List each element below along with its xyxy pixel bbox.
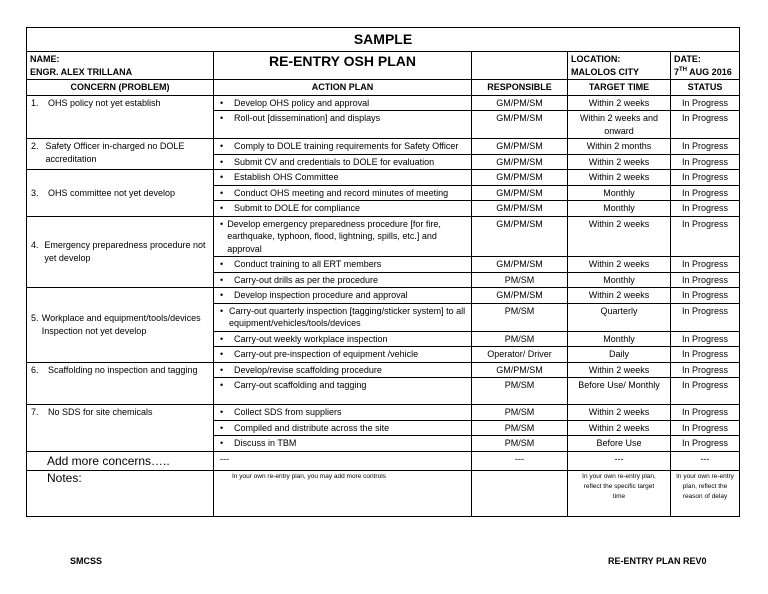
name-label: NAME: [30,54,60,64]
concern-cell: 3. OHS committee not yet develop [27,170,214,217]
concern-cell: 5. Workplace and equipment/tools/devices Inspection not yet develop [27,288,214,363]
add-more-row: Add more concerns….. --- --- --- --- [27,451,740,470]
date-label: DATE: [674,54,701,64]
table-row: • Discuss in TBM PM/SM Before Use In Progress [27,436,740,452]
table-row: 6. Scaffolding no inspection and tagging • Develop/revise scaffolding procedure GM/PM/SM Within 2 weeks In Progress [27,362,740,378]
notes-label: Notes: [27,470,214,516]
location-value: MALOLOS CITY [571,66,639,77]
table-row: 7. No SDS for site chemicals • Collect SDS from suppliers PM/SM Within 2 weeks In Progress [27,405,740,421]
concern-cell: 6. Scaffolding no inspection and tagging [27,362,214,405]
name-value: ENGR. ALEX TRILLANA [30,66,133,77]
header-responsible: RESPONSIBLE [472,80,568,96]
plan-title: RE-ENTRY OSH PLAN [214,52,472,80]
table-row: • Submit to DOLE for compliance GM/PM/SM Monthly In Progress [27,201,740,217]
table-row: • Conduct training to all ERT members GM/PM/SM Within 2 weeks In Progress [27,257,740,273]
notes-status: In your own re-entry plan, reflect the reason of delay [671,470,740,516]
table-row: 3. OHS committee not yet develop • Establish OHS Committee GM/PM/SM Within 2 weeks In Progress [27,170,740,186]
table-row: • Carry-out weekly workplace inspection PM/SM Monthly In Progress [27,331,740,347]
table-row: • Carry-out scaffolding and tagging PM/SM Before Use/ Monthly In Progress [27,378,740,405]
header-concern: CONCERN (PROBLEM) [27,80,214,96]
notes-row [27,470,740,516]
date-value: 7TH AUG 2016 [674,66,732,77]
table-row: 4. Emergency preparedness procedure not yet develop • Develop emergency preparedness procedure [for fire, earthquake, typhoon, flood, lightning, spills, etc.] and approval GM/PM/SM Within 2 weeks In Progress [27,216,740,257]
concern-cell: 1. OHS policy not yet establish [27,95,214,139]
table-row: 2. Safety Officer in-charged no DOLE accreditation • Comply to DOLE training requirements for Safety Officer GM/PM/SM Within 2 months In Progress [27,139,740,155]
table-row: • Carry-out pre-inspection of equipment /vehicle Operator/ Driver Daily In Progress [27,347,740,363]
header-action: ACTION PLAN [214,80,472,96]
add-more-label: Add more concerns….. [27,451,214,470]
concern-cell: 7. No SDS for site chemicals [27,405,214,452]
table-row: • Roll-out [dissemination] and displays GM/PM/SM Within 2 weeks and onward In Progress [27,111,740,139]
table-row: • Carry-out drills as per the procedure PM/SM Monthly In Progress [27,272,740,288]
table-row: • Conduct OHS meeting and record minutes of meeting GM/PM/SM Monthly In Progress [27,185,740,201]
document-title: SAMPLE [27,28,740,52]
location-label: LOCATION: [571,54,621,64]
footer-right: RE-ENTRY PLAN REV0 [608,556,707,566]
notes-target: In your own re-entry plan, reflect the specific target time [568,470,671,516]
header-target: TARGET TIME [568,80,671,96]
table-row: • Submit CV and credentials to DOLE for evaluation GM/PM/SM Within 2 weeks In Progress [27,154,740,170]
date-cell [671,52,740,80]
name-cell [27,52,214,80]
osh-plan-table [26,27,740,517]
concern-cell: 4. Emergency preparedness procedure not yet develop [27,216,214,288]
table-row: • Compiled and distribute across the site PM/SM Within 2 weeks In Progress [27,420,740,436]
table-row: 1. OHS policy not yet establish • Develop OHS policy and approval GM/PM/SM Within 2 weeks In Progress [27,95,740,111]
header-status: STATUS [671,80,740,96]
concern-cell: 2. Safety Officer in-charged no DOLE accreditation [27,139,214,170]
notes-action: In your own re-entry plan, you may add more controls [214,470,472,516]
table-row: 5. Workplace and equipment/tools/devices Inspection not yet develop • Develop inspection procedure and approval GM/PM/SM Within 2 weeks In Progress [27,288,740,304]
table-row: • Carry-out quarterly inspection [tagging/sticker system] to all equipment/vehicles/tools/devices PM/SM Quarterly In Progress [27,303,740,331]
footer-left: SMCSS [70,556,103,566]
location-cell [568,52,671,80]
